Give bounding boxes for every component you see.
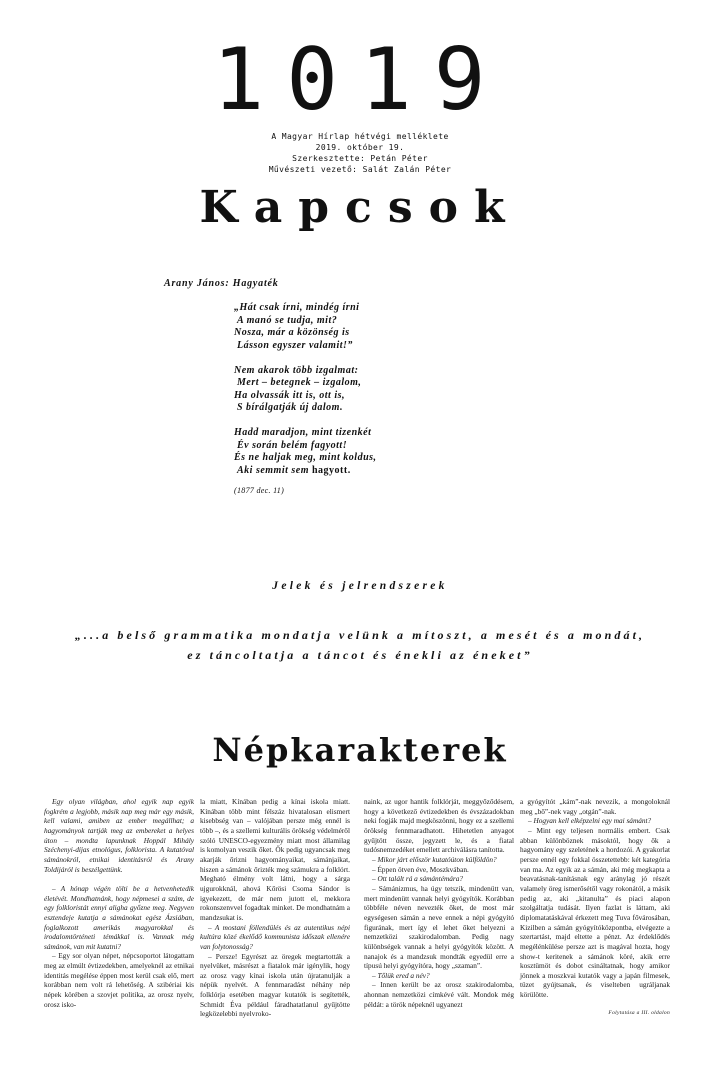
credit-line: A Magyar Hírlap hétvégi melléklete — [271, 132, 449, 141]
interview-question: – A mostani föllendülés és az autentikus népi kultúra közé ékelődő kommunista időszak ellenére van folytonosság? — [200, 922, 350, 951]
interview-question: – A hónap végén tölti be a hetvenhetedik életévét. Mondhatnánk, hogy népmesei a szám, de egy folkloristát ennyi aligha győzne meg. Negyven esztendeje kutatja a sámánokat egész Ázsiában, foglalkozott amerikás magyarokkal és irodalomtörténeti témákkal is. Vannak még sámánok, van mit kutatni? — [44, 883, 194, 951]
poem-line: Év során belém fagyott! — [237, 439, 348, 451]
interview-answer: – Egy sor olyan népet, népcsoportot látogattam meg az elmúlt évtizedekben, amelyeknél az etnikai identitás megélése éppen most kerül csak elő, mert korábban nem volt rá lehetőség. A szibériai kis népek körében a szovjet politika, az orosz nyelv, orosz isko- — [44, 951, 194, 1009]
article-column — [520, 797, 670, 1018]
poem-line: Nosza, már a közönség is — [234, 327, 350, 338]
page-title: Kapcsok — [199, 182, 521, 233]
interview-answer: – Innen került be az orosz szakirodalomba, ahonnan nemzetközi címkévé vált. Mondok még példát: a török népeknél ugyanezt — [364, 980, 514, 1009]
interview-question: – Tőlük ered a név? — [372, 970, 430, 980]
credit-line: 2019. október 19. — [315, 143, 405, 152]
masthead-credits — [0, 131, 720, 175]
interview-answer: – Mint egy teljesen normális embert. Csak abban különböznek másoktól, hogy ők a hagyomány egy szeletének a hordozói. A gyakorlat persze ennél egy fokkal összetettebb: két kategória van ma. Az egyik az a sámán, aki még megkapta a beavatásnak-tanításnak egy aránylag jó részét valamely öreg ismerősétől vagy rokonától, a másik pedig az, aki „kitanulta” és piaci alapon szolgáltatja tudását. Ilyen fazlat is láttam, aki diplomatatáskával érkezett meg Tuva fővárosában, Kizilben a sámán gyógyítóközpontba, elvégezte a szertartást, majd eltette a pénzt. Az érdeklődés megélénkülése persze azt is magával hozta, hogy show-t keritenek a sámánok köré, akik erre kosztümöt és dobot csináltatnak, hogy amikor jönnek a moszkvai kutatók vagy a japán filmesek, tüzet gyújtsanak, és viselteben ugráljanak körülötte. — [520, 825, 670, 1000]
interview-answer: – Éppen ötven éve, Moszkvában. — [372, 864, 469, 874]
poem-line: Hadd maradjon, mint tizenkét — [234, 427, 372, 438]
poem-heading: Arany János: Hagyaték — [164, 278, 279, 289]
masthead-number: 1019 — [212, 30, 508, 130]
poem-line: „Hát csak írni, mindég írni — [234, 302, 360, 313]
interview-question: – Mikor járt először kutatóúton külföldön? — [372, 854, 497, 864]
poem-stanza — [234, 427, 377, 477]
poem-line-part: Aki semmit sem — [237, 464, 309, 476]
poem-stanza — [234, 365, 377, 415]
article-column — [200, 797, 350, 1019]
poem-line: Mert – betegnek – izgalom, — [237, 377, 362, 388]
article-column — [364, 797, 514, 1009]
quote-line: „...a belső grammatika mondatja velünk a mítoszt, a mesét és a mondát, — [74, 628, 646, 642]
poem-line: S bírálgatják új dalom. — [237, 402, 343, 413]
credit-line: Művészeti vezető: Salát Zalán Péter — [268, 165, 452, 174]
poem — [234, 302, 377, 490]
section-heading: Jelek és jelrendszerek — [272, 580, 448, 592]
continuation-note: Folytatása a III. oldalon — [608, 1009, 670, 1016]
poem-line: Lásson egyszer valamit!” — [237, 339, 353, 351]
poem-line — [234, 465, 377, 478]
credit-line: Szerkesztette: Petán Péter — [292, 154, 428, 163]
interview-answer: – Sámánizmus, ha úgy tetszik, mindenütt van, mert mindenütt vannak helyi gyógyítók. Korábban többféle néven nevezték őket, de most már egységesen sámán a neve ennek a népi gyógyító figurának, mert így el lehet őket helyezni a nemzetközi szakirodalomban. Pedig nagy különbségek vannak a helyi gyógyítók között. A nanajok és a mandzsuk mondták egyedül erre a típusú helyi gyógyítóra, hogy „szaman”. — [364, 883, 514, 971]
interview-question: – Hogyan kell elképzelni egy mai sámánt? — [528, 816, 652, 826]
poem-date: (1877 dec. 11) — [234, 486, 285, 495]
interview-question: – Ott talált rá a sámántémára? — [372, 874, 464, 884]
poem-line: És ne haljak meg, mint koldus, — [234, 452, 377, 463]
interview-answer: a gyógyítót „kám”-nak nevezik, a mongoloknál meg „bő”-nek vagy „otgán”-nak. — [520, 797, 670, 816]
quote-line: ez táncoltatja a táncot és énekli az éneket” — [187, 648, 533, 662]
poem-line: Ha olvassák itt is, ott is, — [234, 389, 346, 401]
poem-line: Nem akarok több izgalmat: — [234, 364, 359, 376]
pull-quote — [30, 625, 690, 665]
poem-line-part: hagyott. — [312, 464, 351, 476]
interview-answer: la miatt, Kínában pedig a kínai iskola miatt. Kínában több mint félszáz hivatalosan elismert kisebbség van – valójában persze még ennél is több –, és a szellemi kulturális örökség védelméről szóló UNESCO-egyezmény miatt most államilag is komolyan veszik őket. Ők pedig ugyancsak meg akarják őrizni hagyományaikat, sámánjaikat, hiszen a sámánok őrizték meg számukra a folklórt. Megható élmény volt látni, hogy a sárga ujgurokknál, ahová Kőrösi Csoma Sándor is igyekezett, de már nem jutott el, mekkora rokonszenvvel fogadtak minket. De mondhatnám a mandzsukat is. — [200, 797, 350, 922]
interview-answer: – Persze! Egyrészt az öregek megtartották a nyelvüket, másrészt a fiatalok már igénylik, hogy az orosz vagy kínai iskola után újratanulják a népük nyelvét. A fennmaradást néhány nép folklórja esetében magyar kutatók is segítették, Schmidt Éva például fáradhatatlanul gyűjtötte legközelebbi nyelvroko- — [200, 951, 350, 1019]
poem-line: A manó se tudja, mit? — [237, 314, 338, 326]
article-title: Népkarakterek — [212, 731, 508, 769]
article-lead: Egy olyan világban, ahol egyik nap egyik fogkrém a legjobb, másik nap meg már egy másik, kell valami, amiben az ember megállhat; a hagyományok tartják meg az embereket a helyes úton – mondta lapunknak Hoppál Mihály Széchenyi-díjas etnológus, folklorista. A kutatóval sámánokról, etnikai identitásról és Arany Toldijáról is beszélgettünk. — [44, 797, 194, 874]
interview-answer: naink, az ugor hantik folklórját, meggyőződésem, hogy a következő évtizedekben és évszázadokban neki fogják majd megköszönni, hogy ez a szellemi örökség fennmaradhatott. Hihetetlen anyagot gyűjtött össze, jegyzett le, és a fiatal tudósnemzedéket emellett archiválásra tanította. — [364, 797, 514, 855]
poem-stanza — [234, 302, 377, 352]
article-column — [44, 797, 194, 1009]
